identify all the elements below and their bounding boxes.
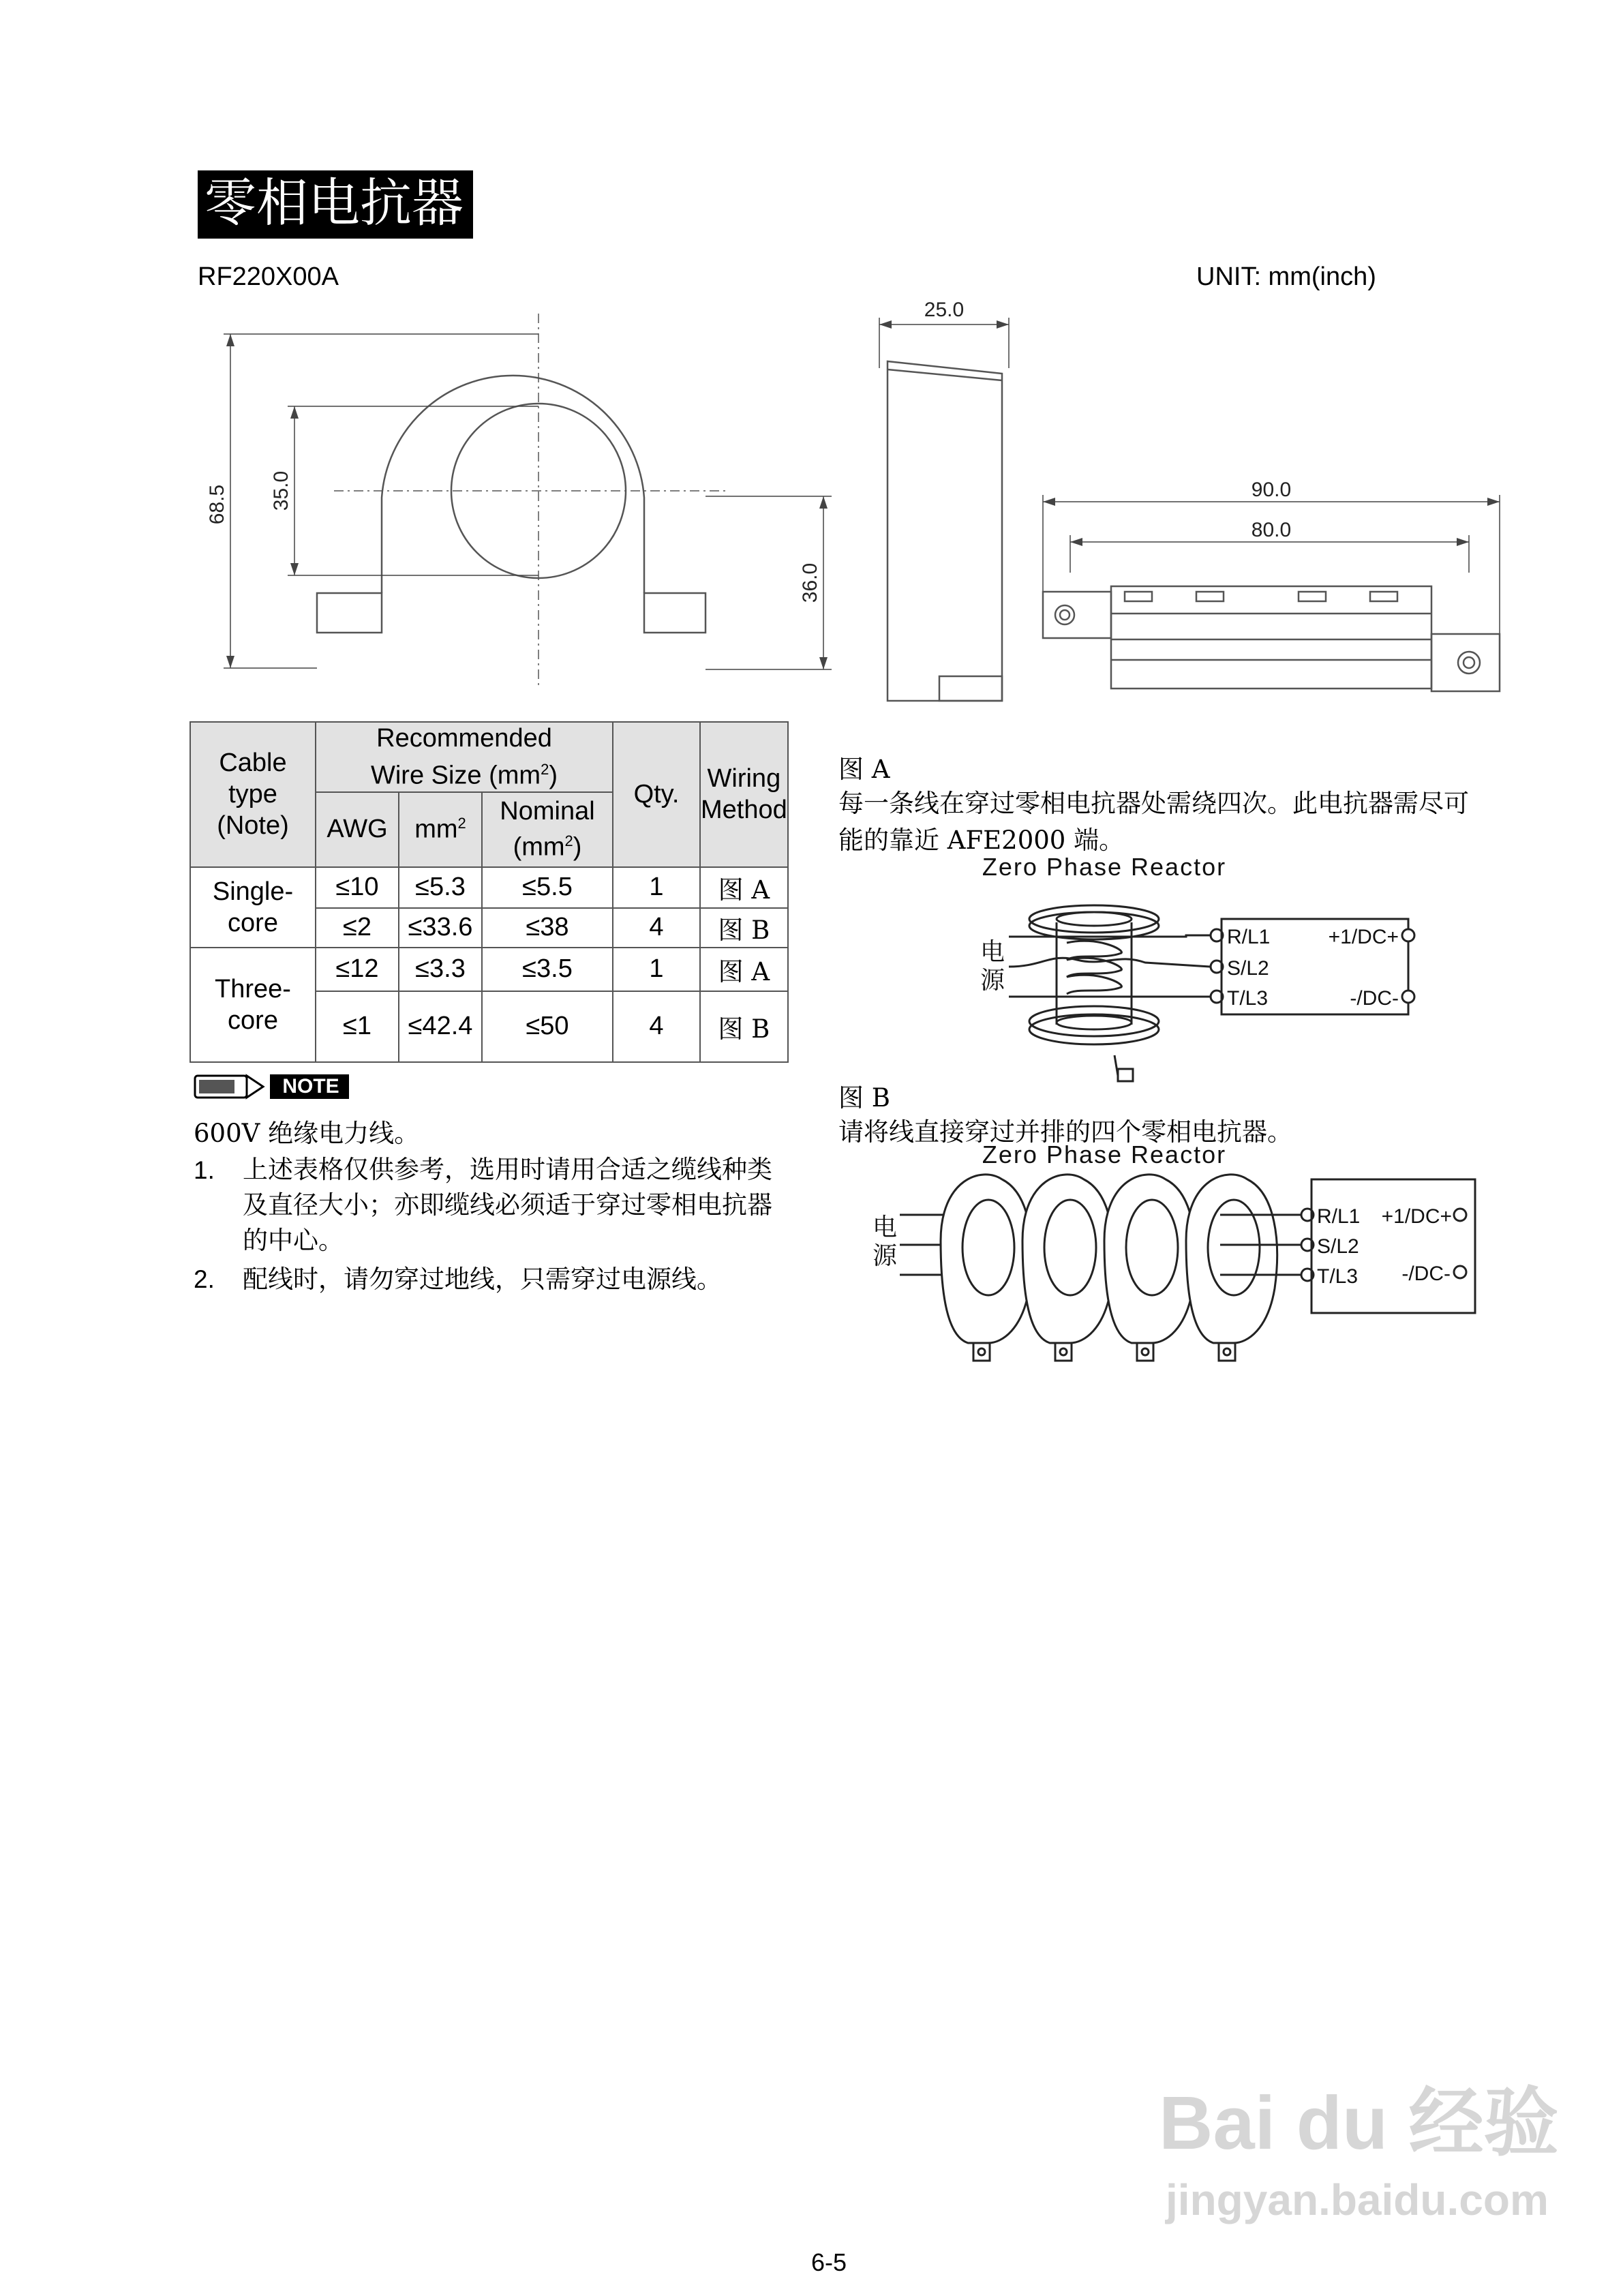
fig-a-power-label-2: 源 [980, 966, 1005, 994]
base-foot-left [317, 593, 382, 633]
note-list [194, 1152, 834, 1298]
dim-center-height: 36.0 [799, 562, 821, 603]
front-view-drawing [198, 307, 852, 689]
header-awg: AWG [316, 792, 399, 867]
cell-mm2: ≤42.4 [399, 991, 482, 1062]
fig-a-output-dc-plus: +1/DC+ [1328, 926, 1399, 948]
reactor-rings [941, 1175, 1277, 1361]
table-row [190, 867, 788, 908]
cell-awg: ≤10 [316, 867, 399, 908]
note-badge [194, 1072, 350, 1102]
cell-nominal: ≤50 [482, 991, 613, 1062]
fig-b-caption: Zero Phase Reactor [982, 1141, 1227, 1168]
page-title: 零相电抗器 [198, 170, 473, 239]
wire-size-table [189, 721, 789, 1063]
dim-height-total: 68.5 [206, 484, 228, 525]
header-mm2: $mm^2$ [399, 792, 482, 867]
list-item: 2. 配线时，请勿穿过地线，只需穿过电源线。 [194, 1265, 722, 1294]
header-cable-type: Cable type (Note) [190, 722, 316, 867]
cell-qty: 4 [613, 908, 700, 948]
cell-qty: 1 [613, 867, 700, 908]
page-number: 6-5 [811, 2248, 847, 2276]
table-row [190, 948, 788, 991]
fig-a-output-dc-minus: -/DC- [1350, 987, 1399, 1010]
top-view-drawing [1029, 470, 1506, 716]
fig-b-terminal-t: T/L3 [1317, 1265, 1359, 1288]
header-wiring-method: Wiring Method [700, 722, 788, 867]
fig-a-power-label-1: 电 [980, 937, 1005, 965]
fig-b-terminal-s: S/L2 [1317, 1235, 1359, 1258]
fig-b-power-label-1: 电 [873, 1213, 898, 1241]
fig-b-description: 请将线直接穿过并排的四个零相电抗器。 [838, 1117, 1292, 1147]
fig-b-output-dc-plus: +1/DC+ [1381, 1205, 1452, 1228]
fig-b-terminal-r: R/L1 [1317, 1205, 1361, 1228]
unit-label: UNIT: mm(inch) [1196, 262, 1376, 291]
cell-awg: ≤2 [316, 908, 399, 948]
cell-method: 图 A [700, 948, 788, 991]
cell-method: 图 B [700, 991, 788, 1062]
cell-nominal: ≤5.5 [482, 867, 613, 908]
model-number: RF220X00A [198, 262, 339, 291]
note-label: NOTE [282, 1075, 339, 1098]
cell-qty: 1 [613, 948, 700, 991]
note-line0: 600V 绝缘电力线。 [194, 1119, 420, 1148]
fig-b-power-label-2: 源 [873, 1241, 898, 1269]
cell-cable-type: Three- core [190, 948, 316, 1062]
fig-b-output-dc-minus: -/DC- [1401, 1263, 1451, 1285]
dim-depth: 25.0 [924, 300, 965, 321]
cell-nominal: ≤3.5 [482, 948, 613, 991]
cell-nominal: ≤38 [482, 908, 613, 948]
header-nominal: Nominal $(mm^2)$ [482, 792, 613, 867]
fig-a-terminal-r: R/L1 [1227, 926, 1271, 948]
fig-a-terminal-s: S/L2 [1227, 957, 1269, 980]
fig-a-wiring-diagram [941, 851, 1431, 1083]
cell-mm2: ≤5.3 [399, 867, 482, 908]
base-foot-right [644, 593, 706, 633]
cell-method: 图 A [700, 867, 788, 908]
dim-width-inner: 80.0 [1251, 519, 1292, 541]
fig-b-wiring-diagram [866, 1138, 1479, 1398]
cell-qty: 4 [613, 991, 700, 1062]
cell-mm2: ≤3.3 [399, 948, 482, 991]
fig-b-label: 图 B [838, 1083, 890, 1113]
dim-width-total: 90.0 [1251, 479, 1292, 501]
watermark-brand: Bai du 经验 [1159, 2081, 1559, 2165]
cell-awg: ≤12 [316, 948, 399, 991]
header-qty: Qty. [613, 722, 700, 867]
fig-a-description: 每一条线在穿过零相电抗器处需绕四次。此电抗器需尽可 能的靠近 AFE2000 端。 [838, 789, 1469, 855]
side-view-drawing [866, 300, 1029, 709]
fig-a-label: 图 A [838, 755, 890, 784]
cell-method: 图 B [700, 908, 788, 948]
header-recommended: Recommended Wire Size $(mm^2)$ [316, 722, 613, 792]
fig-a-terminal-t: T/L3 [1227, 987, 1269, 1010]
cell-awg: ≤1 [316, 991, 399, 1062]
cell-cable-type: Single- core [190, 867, 316, 948]
list-item: 1. 上述表格仅供参考，选用时请用合适之缆线种类 及直径大小；亦即缆线必须适于穿过零相电抗器 的中心。 [194, 1155, 772, 1255]
watermark-url: jingyan.baidu.com [1166, 2175, 1549, 2224]
fig-a-caption: Zero Phase Reactor [982, 853, 1227, 881]
dim-inner-diameter: 35.0 [270, 470, 292, 511]
cell-mm2: ≤33.6 [399, 908, 482, 948]
